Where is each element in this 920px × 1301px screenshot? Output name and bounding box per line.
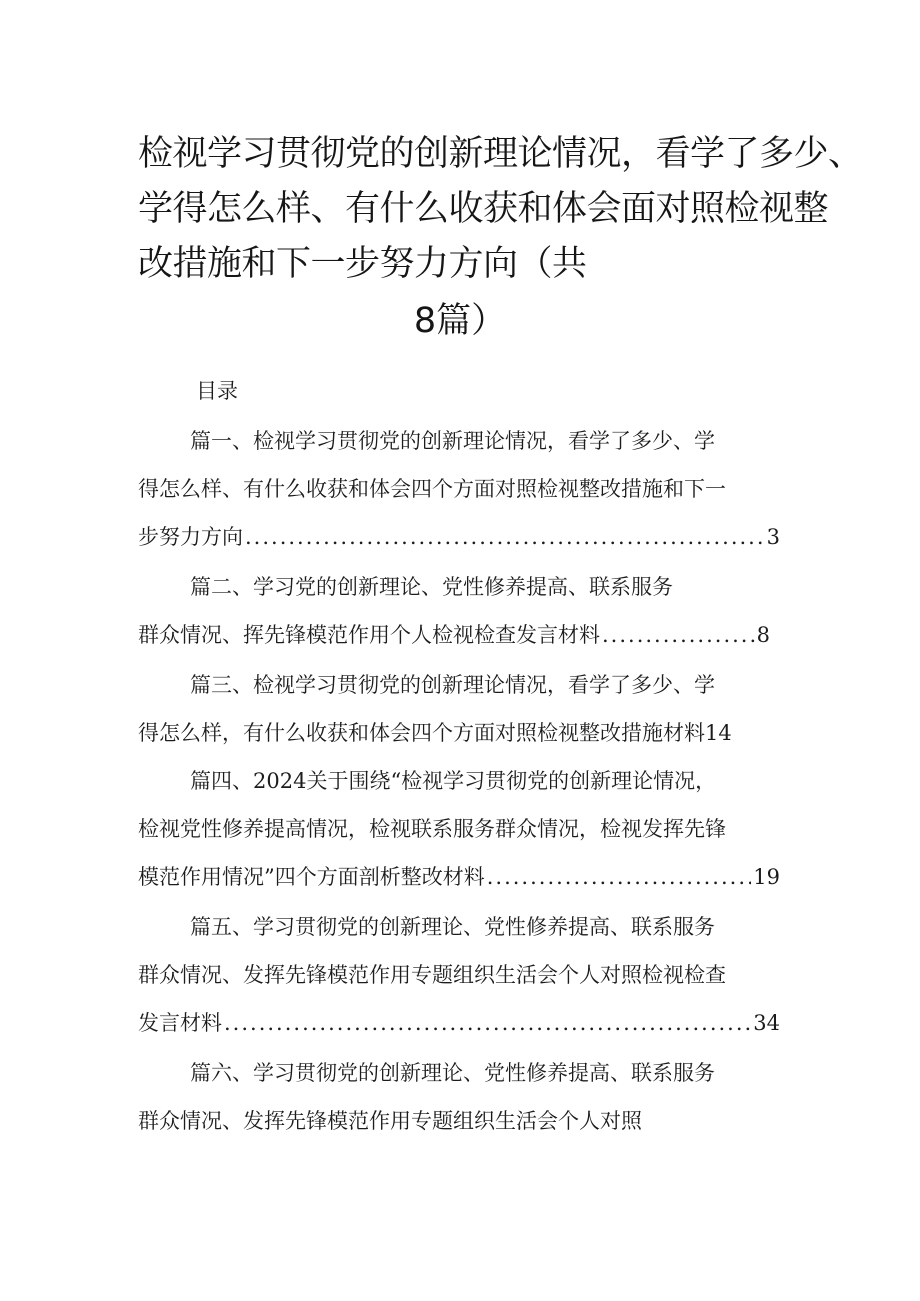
toc-entry-4-line-1: 篇四、2024关于围绕“检视学习贯彻党的创新理论情况， xyxy=(190,769,717,793)
toc-entry-1-line-1: 篇一、检视学习贯彻党的创新理论情况，看学了多少、学 xyxy=(190,429,715,453)
toc-entry-1-page-number: 3 xyxy=(766,525,780,549)
toc-entry-3-page-number: 14 xyxy=(705,721,732,745)
toc-entry-1-line-2: 得怎么样、有什么收获和体会四个方面对照检视整改措施和下一 xyxy=(138,477,726,501)
toc-heading: 目录 xyxy=(196,379,238,403)
toc-entry-5-text: 发言材料 xyxy=(138,1011,222,1035)
document-title-line-4: 8篇） xyxy=(413,301,507,341)
toc-entry-4-text: 模范作用情况”四个方面剖析整改材料 xyxy=(138,865,485,889)
toc-entry-5-line-3[interactable] xyxy=(138,1008,780,1038)
toc-entry-4-page-number: 19 xyxy=(753,865,780,889)
toc-entry-1-text: 步努力方向 xyxy=(138,525,243,549)
document-title-line-3: 改措施和下一步努力方向（共 xyxy=(138,244,587,284)
toc-entry-5-page-number: 34 xyxy=(753,1011,780,1035)
toc-entry-2-text: 群众情况、挥先锋模范作用个人检视检查发言材料 xyxy=(138,623,600,647)
toc-entry-3-line-1: 篇三、检视学习贯彻党的创新理论情况，看学了多少、学 xyxy=(190,673,715,697)
toc-entry-4-line-3[interactable] xyxy=(138,862,780,892)
toc-entry-2-line-2[interactable] xyxy=(138,620,770,650)
toc-leader-dots xyxy=(487,862,752,892)
toc-leader-dots xyxy=(245,522,765,552)
document-title-line-2: 学得怎么样、有什么收获和体会面对照检视整 xyxy=(138,189,829,229)
toc-entry-3-line-2[interactable] xyxy=(138,718,780,748)
toc-leader-dots xyxy=(224,1008,751,1038)
toc-entry-2-line-1: 篇二、学习党的创新理论、党性修养提高、联系服务 xyxy=(190,575,673,599)
toc-entry-5-line-2: 群众情况、发挥先锋模范作用专题组织生活会个人对照检视检查 xyxy=(138,963,726,987)
toc-leader-dots xyxy=(602,620,755,650)
toc-entry-2-page-number: 8 xyxy=(756,623,770,647)
toc-entry-4-line-2: 检视党性修养提高情况，检视联系服务群众情况，检视发挥先锋 xyxy=(138,817,726,841)
toc-entry-3-text: 得怎么样，有什么收获和体会四个方面对照检视整改措施材料 xyxy=(138,721,705,745)
toc-entry-1-line-3[interactable] xyxy=(138,522,780,552)
toc-entry-6-line-2: 群众情况、发挥先锋模范作用专题组织生活会个人对照 xyxy=(138,1109,642,1133)
document-title-line-1: 检视学习贯彻党的创新理论情况，看学了多少、 xyxy=(138,134,863,174)
toc-entry-5-line-1: 篇五、学习贯彻党的创新理论、党性修养提高、联系服务 xyxy=(190,915,715,939)
toc-entry-6-line-1: 篇六、学习贯彻党的创新理论、党性修养提高、联系服务 xyxy=(190,1061,715,1085)
